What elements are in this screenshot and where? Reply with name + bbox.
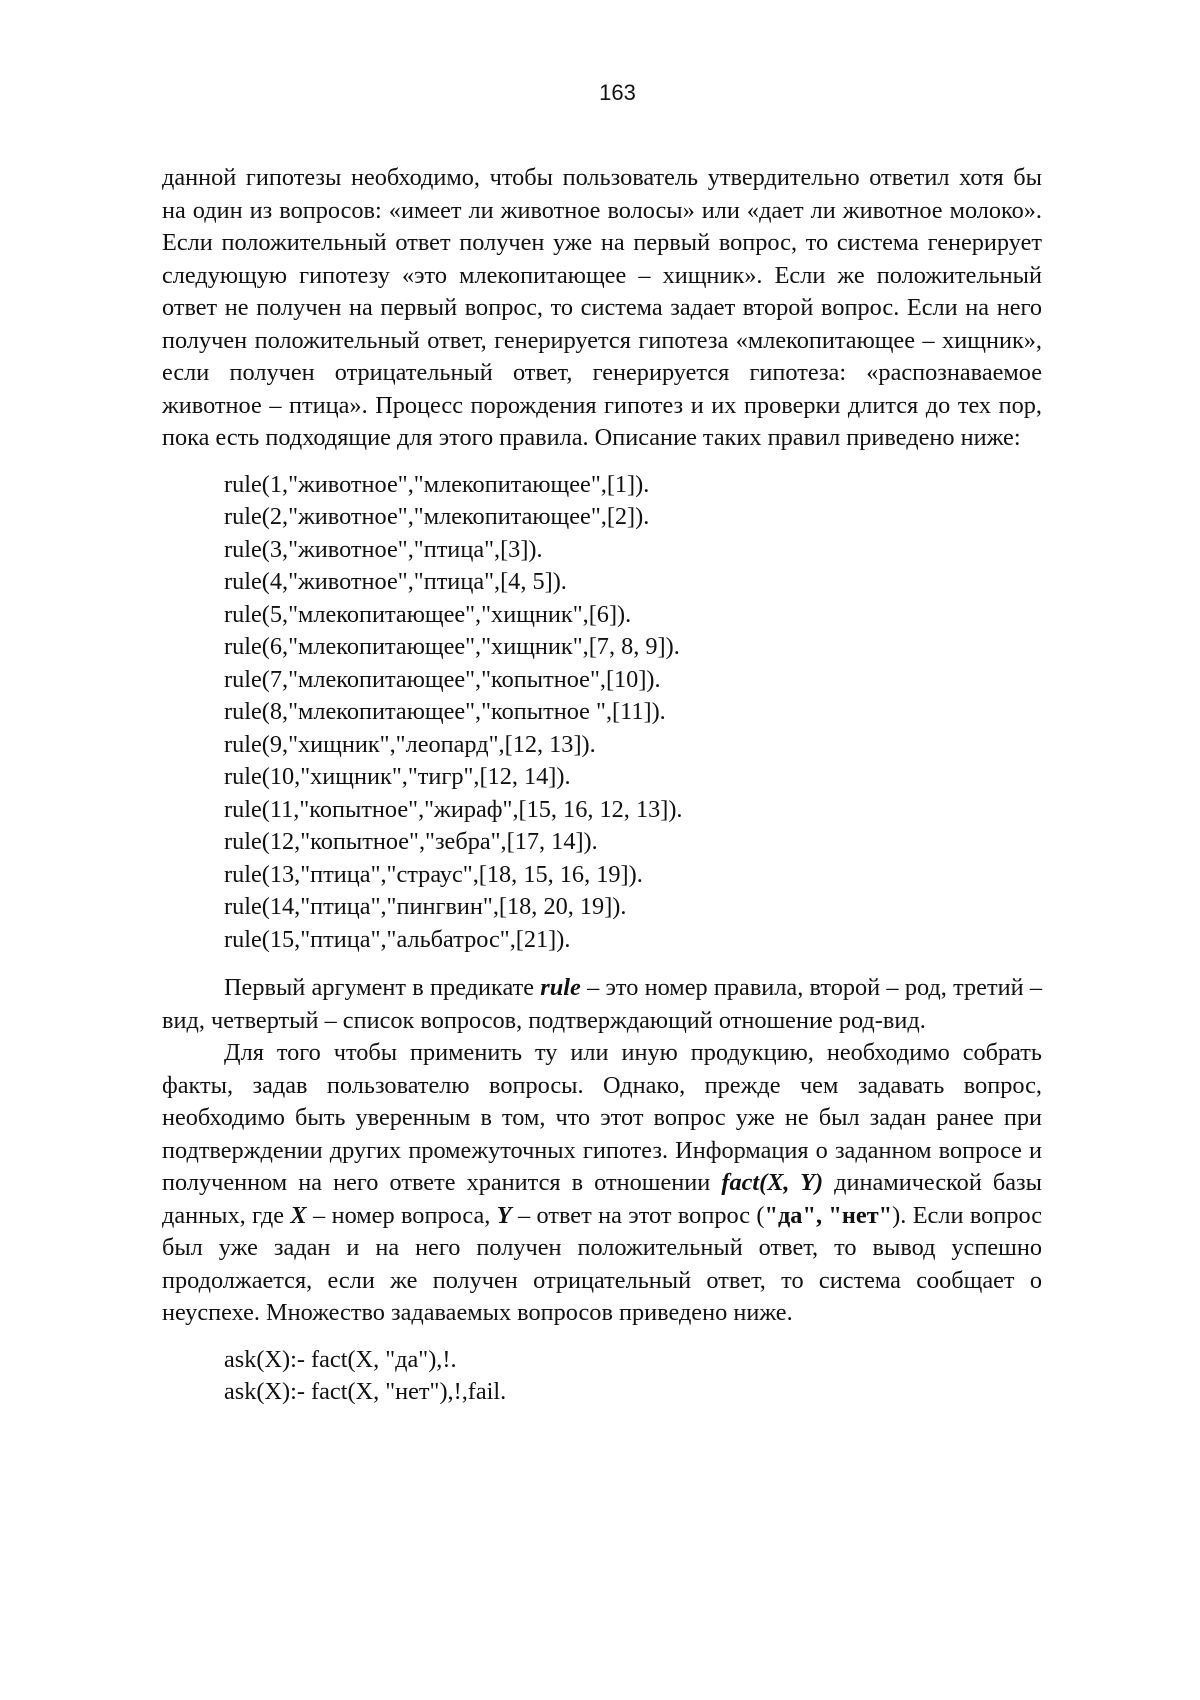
- term-rule: rule: [540, 974, 581, 1001]
- paragraph-hypothesis: данной гипотезы необходимо, чтобы пользователь утвердительно ответил хотя бы на один из вопросов: «имеет ли животное волосы» или «дает ли животное молоко». Если положительный ответ получен уже на первый вопрос, то система генерирует следующую гипотезу «это млекопитающее – хищник». Если же положительный ответ не получен на первый вопрос, то система задает второй вопрос. Если на него получен положительный ответ, генерируется гипотеза «млекопитающее – хищник», если получен отрицательный ответ, генерируется гипотеза: «распознаваемое животное – птица». Процесс порождения гипотез и их проверки длится до тех пор, пока есть подходящие для этого правила. Описание таких правил приведено ниже:: [162, 164, 1042, 451]
- text-run: Первый аргумент в предикате: [224, 974, 541, 1001]
- code-line: rule(14,"птица","пингвин",[18, 20, 19]).: [224, 893, 627, 920]
- text-run: – ответ на этот вопрос (: [511, 1201, 765, 1229]
- page-number: 163: [599, 80, 636, 105]
- code-line: rule(4,"животное","птица",[4, 5]).: [224, 568, 567, 595]
- paragraph-facts: [162, 1037, 1042, 1330]
- paragraph-rule-arguments: [162, 972, 1042, 1037]
- code-line: rule(5,"млекопитающее","хищник",[6]).: [224, 600, 632, 628]
- code-line: rule(12,"копытное","зебра",[17, 14]).: [224, 828, 598, 855]
- code-line: rule(8,"млекопитающее","копытное ",[11]).: [224, 698, 666, 725]
- term-x: X: [290, 1201, 307, 1229]
- code-line: ask(X):- fact(X, "да"),!.: [224, 1345, 457, 1373]
- code-line: rule(7,"млекопитающее","копытное",[10]).: [224, 665, 661, 693]
- code-line: rule(1,"животное","млекопитающее",[1]).: [224, 470, 650, 498]
- code-line: ask(X):- fact(X, "нет"),!,fail.: [224, 1378, 507, 1405]
- text-run: – это номер правила, второй – род, третий – вид, четвертый – список вопросов, подтверждающий отношение род-вид.: [162, 974, 1043, 1034]
- code-line: rule(3,"животное","птица",[3]).: [224, 535, 543, 563]
- ask-code-block: [224, 1344, 1042, 1409]
- term-fact: fact(X, Y): [721, 1169, 824, 1196]
- code-line: rule(15,"птица","альбатрос",[21]).: [224, 925, 571, 953]
- rules-code-block: [224, 469, 1042, 957]
- code-line: rule(9,"хищник","леопард",[12, 13]).: [224, 730, 596, 758]
- term-y: Y: [496, 1201, 512, 1229]
- code-line: rule(13,"птица","страус",[18, 15, 16, 19]).: [224, 860, 643, 888]
- text-run: – номер вопроса,: [306, 1201, 497, 1229]
- code-line: rule(2,"животное","млекопитающее",[2]).: [224, 503, 650, 530]
- answer-values: "да", "нет": [764, 1201, 893, 1229]
- text-run: динамической базы данных, где: [162, 1169, 1042, 1229]
- text-run: Для того чтобы применить ту или иную продукцию, необходимо собрать факты, задав пользователю вопросы. Однако, прежде чем задавать вопрос, необходимо быть уверенным в том, что этот вопрос уже не был задан ранее при подтверждении других промежуточных гипотез. Информация о заданном вопросе и полученном на него ответе хранится в отношении: [162, 1039, 1042, 1196]
- page-content: [162, 162, 1042, 1425]
- code-line: rule(11,"копытное","жираф",[15, 16, 12, 13]).: [224, 795, 683, 823]
- code-line: rule(6,"млекопитающее","хищник",[7, 8, 9]).: [224, 633, 680, 660]
- text-run: ). Если вопрос был уже задан и на него получен положительный ответ, то вывод успешно продолжается, если же получен отрицательный ответ, то система сообщает о неуспехе. Множество задаваемых вопросов приведено ниже.: [162, 1201, 1043, 1326]
- code-line: rule(10,"хищник","тигр",[12, 14]).: [224, 763, 571, 790]
